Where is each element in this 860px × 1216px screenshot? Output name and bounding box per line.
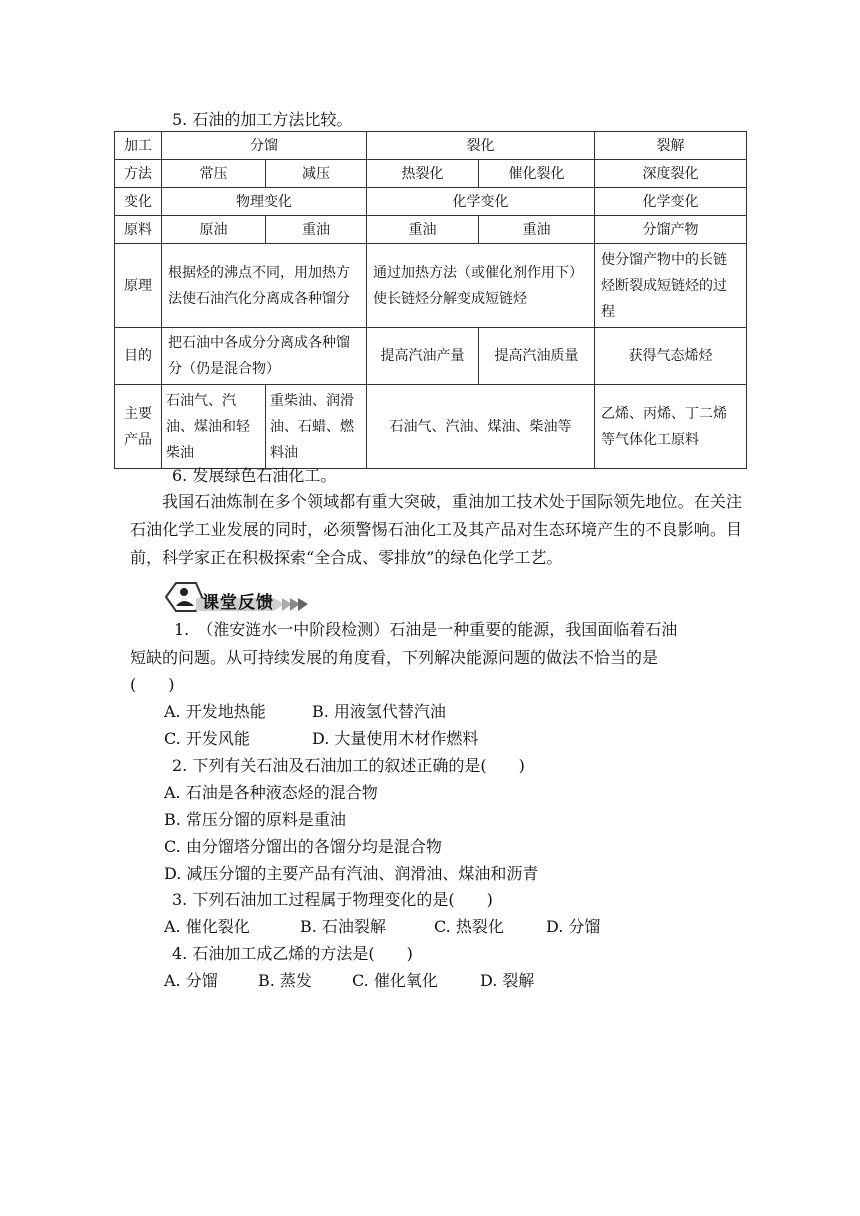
question-1-option-d[interactable]: D. 大量使用木材作燃料	[312, 729, 479, 748]
product-label-2: 产品	[124, 431, 152, 448]
question-1-stem-1: 1. （淮安涟水一中阶段检测）石油是一种重要的能源，我国面临着石油	[174, 620, 678, 639]
question-1-stem-2: 短缺的问题。从可持续发展的角度看，下列解决能源问题的做法不恰当的是	[130, 648, 659, 667]
question-3-stem: 3. 下列石油加工过程属于物理变化的是( )	[172, 890, 493, 909]
question-1-option-c[interactable]: C. 开发风能	[164, 729, 250, 748]
change-label: 变化	[115, 188, 162, 216]
principle-1: 根据烃的沸点不同，用加热方法使石油汽化分离成各种馏分	[162, 244, 367, 328]
purpose-3: 提高汽油质量	[479, 328, 595, 385]
product-3: 石油气、汽油、煤油、柴油等	[367, 385, 595, 469]
question-1-options-row-1	[164, 702, 446, 722]
jianya-cell: 减压	[266, 160, 367, 188]
liejie-header: 裂解	[595, 132, 747, 160]
section-5-title: 5. 石油的加工方法比较。	[172, 110, 353, 129]
section-6-title: 6. 发展绿色石油化工。	[172, 466, 337, 485]
question-4-options	[164, 971, 534, 991]
question-3-option-c[interactable]: C. 热裂化	[434, 917, 504, 936]
relie-cell: 热裂化	[367, 160, 479, 188]
question-4-option-a[interactable]: A. 分馏	[164, 971, 218, 990]
changya-cell: 常压	[162, 160, 266, 188]
question-2-option-c[interactable]: C. 由分馏塔分馏出的各馏分均是混合物	[164, 837, 442, 856]
question-1-option-b[interactable]: B. 用液氢代替汽油	[312, 702, 446, 721]
material-5: 分馏产物	[595, 216, 747, 244]
method-label-1: 加工	[115, 132, 162, 160]
question-4-option-b[interactable]: B. 蒸发	[258, 971, 312, 990]
question-3-option-a[interactable]: A. 催化裂化	[164, 917, 250, 936]
purpose-1: 把石油中各成分分离成各种馏分（仍是混合物）	[162, 328, 367, 385]
change-chemical-1: 化学变化	[367, 188, 595, 216]
product-4: 乙烯、丙烯、丁二烯等气体化工原料	[595, 385, 747, 469]
processing-comparison-table	[114, 131, 747, 469]
change-chemical-2: 化学变化	[595, 188, 747, 216]
product-label-1: 主要	[124, 405, 152, 422]
classroom-feedback-banner	[160, 580, 330, 614]
material-2: 重油	[266, 216, 367, 244]
question-3-option-b[interactable]: B. 石油裂解	[300, 917, 386, 936]
feedback-banner-label: 课堂反馈	[202, 593, 274, 613]
purpose-2: 提高汽油产量	[367, 328, 479, 385]
material-4: 重油	[479, 216, 595, 244]
purpose-label: 目的	[115, 328, 162, 385]
principle-label: 原理	[115, 244, 162, 328]
question-1-stem-3: ( )	[130, 675, 175, 694]
question-1-options-row-2	[164, 729, 478, 749]
question-2-option-a[interactable]: A. 石油是各种液态烃的混合物	[164, 783, 378, 802]
question-4-stem: 4. 石油加工成乙烯的方法是( )	[172, 944, 413, 963]
question-2-option-b[interactable]: B. 常压分馏的原料是重油	[164, 810, 346, 829]
question-3-option-d[interactable]: D. 分馏	[546, 917, 601, 936]
principle-2: 通过加热方法（或催化剂作用下）使长链烃分解变成短链烃	[367, 244, 595, 328]
principle-3: 使分馏产物中的长链烃断裂成短链烃的过程	[595, 244, 747, 328]
cuihualie-cell: 催化裂化	[479, 160, 595, 188]
purpose-4: 获得气态烯烃	[595, 328, 747, 385]
fenliu-header: 分馏	[162, 132, 367, 160]
question-4-option-d[interactable]: D. 裂解	[480, 971, 535, 990]
product-2: 重柴油、润滑油、石蜡、燃料油	[266, 385, 367, 469]
method-label-2: 方法	[115, 160, 162, 188]
shendulie-cell: 深度裂化	[595, 160, 747, 188]
liehua-header: 裂化	[367, 132, 595, 160]
product-1: 石油气、汽油、煤油和轻柴油	[162, 385, 266, 469]
material-3: 重油	[367, 216, 479, 244]
question-4-option-c[interactable]: C. 催化氧化	[352, 971, 438, 990]
question-1-option-a[interactable]: A. 开发地热能	[164, 702, 266, 721]
question-2-option-d[interactable]: D. 减压分馏的主要产品有汽油、润滑油、煤油和沥青	[164, 864, 539, 883]
material-label: 原料	[115, 216, 162, 244]
material-1: 原油	[162, 216, 266, 244]
section-6-paragraph: 我国石油炼制在多个领域都有重大突破，重油加工技术处于国际领先地位。在关注石油化学工业发展的同时，必须警惕石油化工及其产品对生态环境产生的不良影响。目前，科学家正在积极探索“全合成、零排放”的绿色化学工艺。	[130, 492, 742, 567]
question-2-stem: 2. 下列有关石油及石油加工的叙述正确的是( )	[172, 756, 525, 775]
change-physical: 物理变化	[162, 188, 367, 216]
question-3-options	[164, 917, 600, 937]
product-label	[115, 385, 162, 469]
